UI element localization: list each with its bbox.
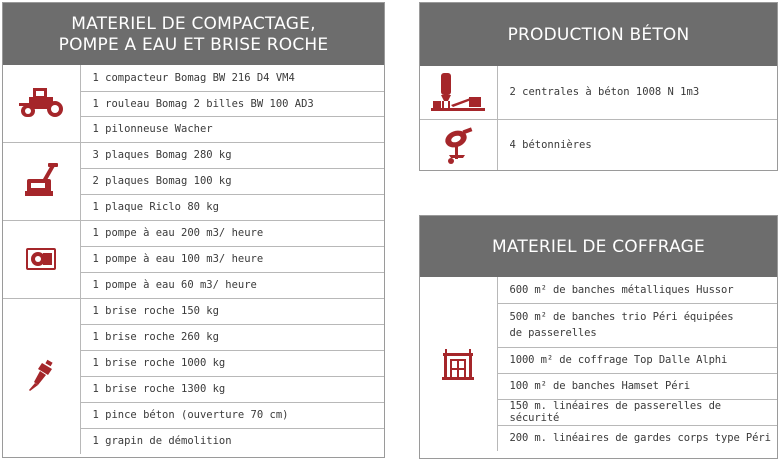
beton-panel [419,2,778,171]
coffrage-item: 200 m. linéaires de gardes corps type Péri [497,425,777,451]
compactage-item: 2 plaques Bomag 100 kg [80,168,384,194]
icon-cell [420,119,497,170]
compactage-header [3,3,384,65]
table-row [3,142,384,168]
coffrage-item: 600 m² de banches métalliques Hussor [509,283,734,296]
coffrage-title: MATERIEL DE COFFRAGE [492,236,705,257]
coffrage-item [497,303,777,347]
compactage-item: 1 pince béton (ouverture 70 cm) [80,402,384,428]
compactage-item: 1 brise roche 150 kg [80,298,384,324]
concrete-mixer-icon [441,125,475,165]
table-row [3,65,384,91]
compactage-item: 1 grapin de démolition [80,428,384,454]
compactage-item: 1 pompe à eau 100 m3/ heure [80,246,384,272]
roller-compactor-icon [17,85,65,121]
coffrage-header [420,216,777,277]
compactage-item: 1 brise roche 1000 kg [80,350,384,376]
icon-cell [3,65,80,142]
icon-cell [420,277,497,451]
beton-table [420,66,777,170]
concrete-plant-icon [429,71,487,113]
table-row [3,298,384,324]
table-row [420,119,777,170]
formwork-icon [441,347,475,381]
beton-title: PRODUCTION BÉTON [507,24,690,45]
table-row [420,277,777,303]
compactage-panel [2,2,385,458]
icon-cell [3,298,80,454]
compactage-table [3,65,384,454]
icon-cell [3,142,80,220]
table-row [3,220,384,246]
coffrage-item-text: 500 m² de banches trio Péri équipées de passerelles [509,311,734,339]
coffrage-table [420,277,777,451]
beton-item: 2 centrales à béton 1008 N 1m3 [509,86,700,99]
compactage-item: 1 pompe à eau 200 m3/ heure [80,220,384,246]
coffrage-panel [419,215,778,459]
compactage-item: 1 brise roche 1300 kg [80,376,384,402]
compactage-item: 1 compacteur Bomag BW 216 D4 VM4 [92,71,295,84]
compactage-item: 3 plaques Bomag 280 kg [80,142,384,168]
water-pump-icon [24,244,58,274]
beton-header [420,3,777,66]
beton-item: 4 bétonnières [497,119,777,170]
coffrage-item: 1000 m² de coffrage Top Dalle Alphi [497,347,777,373]
compactage-item: 1 rouleau Bomag 2 billes BW 100 AD3 [80,91,384,116]
compactage-title-line2: POMPE A EAU ET BRISE ROCHE [58,35,329,55]
icon-cell [420,66,497,119]
compactage-item: 1 plaque Riclo 80 kg [80,194,384,220]
table-row [420,66,777,119]
compactage-item: 1 pilonneuse Wacher [80,116,384,142]
jackhammer-icon [26,359,56,393]
compactage-item: 1 pompe à eau 60 m3/ heure [80,272,384,298]
icon-cell [3,220,80,298]
compactage-title-line1: MATERIEL DE COMPACTAGE, [71,14,316,34]
coffrage-item: 150 m. linéaires de passerelles de sécurité [497,399,777,425]
plate-compactor-icon [21,161,61,201]
compactage-item: 1 brise roche 260 kg [80,324,384,350]
coffrage-item: 100 m² de banches Hamset Péri [497,373,777,399]
